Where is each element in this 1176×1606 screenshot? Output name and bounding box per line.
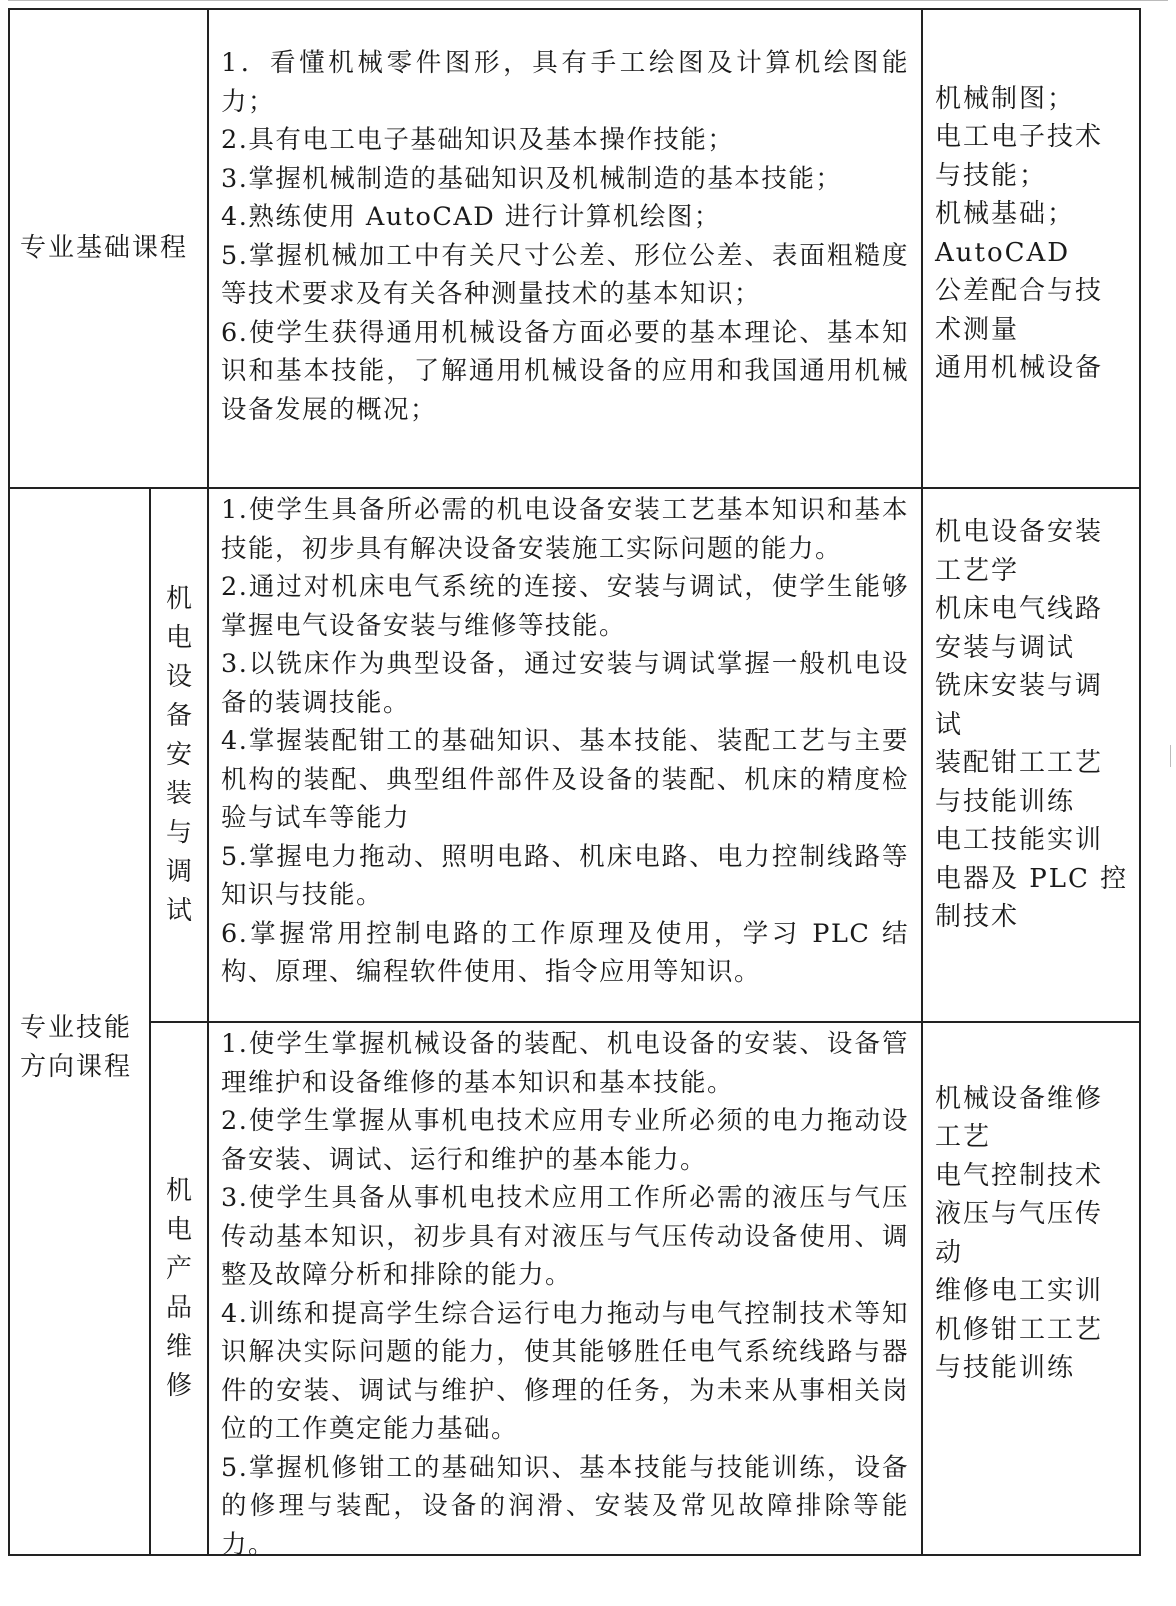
basic-item: 3.掌握机械制造的基础知识及机械制造的基本技能； bbox=[221, 163, 843, 194]
course-name: 维修电工实训 bbox=[935, 1276, 1104, 1306]
installation-item: 3.以铣床作为典型设备，通过安装与调试掌握一般机电设备的装调技能。 bbox=[221, 649, 909, 718]
basic-item: 5.掌握机械加工中有关尺寸公差、形位公差、表面粗糙度等技术要求及有关各种测量技术的基本知识； bbox=[221, 240, 909, 309]
basic-item: 2.具有电工电子基础知识及基本操作技能； bbox=[221, 125, 735, 155]
page-top-edge bbox=[8, 0, 1168, 1]
installation-item: 6.掌握常用控制电路的工作原理及使用，学习 PLC 结构、原理、编程软件使用、指令应用等知识。 bbox=[221, 918, 909, 987]
row-label-basic-text: 专业基础课程 bbox=[20, 233, 189, 263]
row-label-basic bbox=[8, 8, 209, 489]
course-name: 机械基础； bbox=[935, 199, 1076, 229]
direction-name-maintenance bbox=[149, 1021, 209, 1556]
basic-item: 1．看懂机械零件图形，具有手工绘图及计算机绘图能力； bbox=[221, 48, 909, 117]
course-name: 公差配合与技术测量 bbox=[935, 276, 1104, 345]
direction-name-installation bbox=[149, 487, 209, 1023]
row-label-skills-text: 专业技能 方向课程 bbox=[20, 1012, 133, 1082]
maintenance-item: 1.使学生掌握机械设备的装配、机电设备的安装、设备管理维护和设备维修的基本知识和基本技能。 bbox=[221, 1029, 909, 1098]
course-name: 铣床安装与调试 bbox=[935, 671, 1104, 740]
course-name: 机械制图； bbox=[935, 83, 1076, 114]
installation-item: 4.掌握装配钳工的基础知识、基本技能、装配工艺与主要机构的装配、典型组件部件及设备的装配、机床的精度检验与试车等能力 bbox=[221, 726, 909, 833]
course-name: 装配钳工工艺与技能训练 bbox=[935, 748, 1104, 817]
course-name: 机修钳工工艺与技能训练 bbox=[935, 1314, 1104, 1383]
installation-courses bbox=[921, 487, 1141, 1023]
page-right-tick bbox=[1170, 745, 1171, 767]
basic-item: 4.熟练使用 AutoCAD 进行计算机绘图； bbox=[221, 202, 721, 232]
course-name: 电气控制技术 bbox=[935, 1160, 1104, 1191]
maintenance-item: 3.使学生具备从事机电技术应用工作所必需的液压与气压传动基本知识，初步具有对液压与气压传动设备使用、调整及故障分析和排除的能力。 bbox=[221, 1183, 909, 1290]
installation-requirements bbox=[207, 487, 923, 1023]
course-name: 液压与气压传动 bbox=[935, 1199, 1104, 1268]
basic-courses bbox=[921, 8, 1141, 489]
course-name: 电工技能实训 bbox=[935, 825, 1104, 856]
maintenance-item: 5.掌握机修钳工的基础知识、基本技能与技能训练，设备的修理与装配，设备的润滑、安装及常见故障排除等能力。 bbox=[221, 1452, 909, 1560]
course-name: AutoCAD bbox=[935, 237, 1071, 268]
maintenance-item: 2.使学生掌握从事机电技术应用专业所必须的电力拖动设备安装、调试、运行和维护的基本能力。 bbox=[221, 1106, 909, 1175]
maintenance-item: 4.训练和提高学生综合运行电力拖动与电气控制技术等知识解决实际问题的能力，使其能够胜任电气系统线路与器件的安装、调试与维护、修理的任务，为未来从事相关岗位的工作奠定能力基础。 bbox=[221, 1298, 909, 1444]
direction-name-maintenance-text: 机电产品维修 bbox=[165, 1175, 192, 1401]
installation-item: 1.使学生具备所必需的机电设备安装工艺基本知识和基本技能，初步具有解决设备安装施工实际问题的能力。 bbox=[221, 495, 909, 564]
installation-item: 5.掌握电力拖动、照明电路、机床电路、电力控制线路等知识与技能。 bbox=[221, 841, 909, 910]
course-name: 机电设备安装工艺学 bbox=[935, 517, 1104, 586]
installation-item: 2.通过对机床电气系统的连接、安装与调试，使学生能够掌握电气设备安装与维修等技能。 bbox=[221, 572, 909, 641]
maintenance-requirements bbox=[207, 1021, 923, 1560]
course-name: 机械设备维修工艺 bbox=[935, 1083, 1104, 1152]
course-name: 电器及 PLC 控制技术 bbox=[935, 863, 1129, 933]
course-name: 机床电气线路安装与调试 bbox=[935, 594, 1104, 663]
row-label-skills bbox=[8, 487, 151, 1556]
course-name: 通用机械设备 bbox=[935, 353, 1104, 383]
course-name: 电工电子技术与技能； bbox=[935, 122, 1104, 191]
basic-item: 6.使学生获得通用机械设备方面必要的基本理论、基本知识和基本技能，了解通用机械设备的应用和我国通用机械设备发展的概况； bbox=[221, 317, 909, 425]
basic-requirements bbox=[207, 8, 923, 489]
maintenance-courses bbox=[921, 1021, 1141, 1556]
direction-name-installation-text: 机电设备安装与调试 bbox=[165, 583, 192, 926]
